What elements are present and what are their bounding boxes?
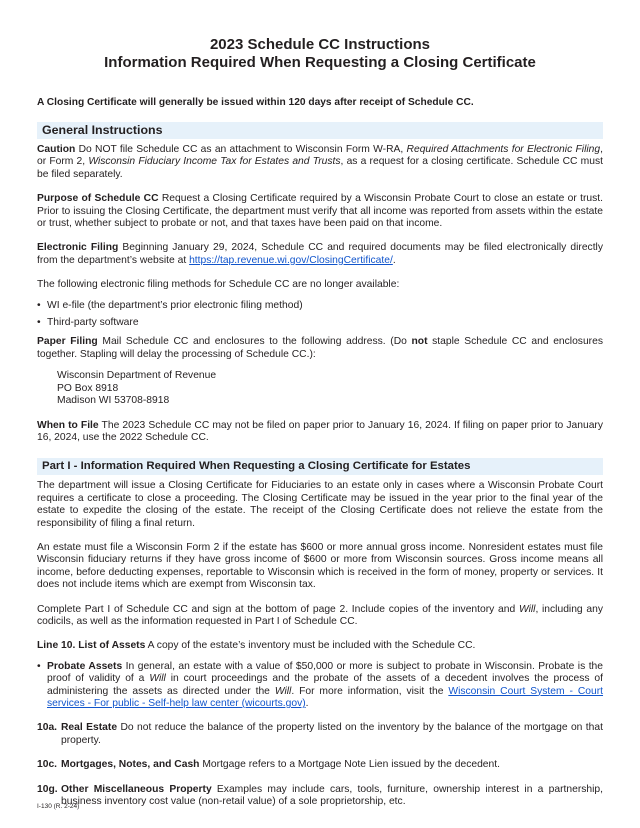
methods-intro: The following electronic filing methods for Schedule CC are no longer available: <box>37 279 400 291</box>
item-label: Real Estate <box>61 722 118 734</box>
form-footer: I-130 (R. 2-24) <box>37 803 80 810</box>
item-label: Mortgages, Notes, and Cash <box>61 759 200 771</box>
when-to-file-label: When to File <box>37 419 99 431</box>
item-number: 10a. <box>37 722 58 734</box>
list-item: • Third-party software <box>37 317 603 329</box>
address-line: Madison WI 53708-8918 <box>57 395 170 407</box>
probate-list <box>37 661 603 711</box>
item-label: Other Miscellaneous Property <box>61 783 212 795</box>
purpose-label: Purpose of Schedule CC <box>37 193 159 205</box>
paper-filing-not: not <box>411 336 428 348</box>
electronic-filing-label: Electronic Filing <box>37 242 119 254</box>
paper-filing-label: Paper Filing <box>37 336 98 348</box>
part1-paragraph-1: The department will issue a Closing Certificate for Fiduciaries to an estate only in cases where a Wisconsin Probate Court requires a certificate to close a proceeding. The Closing Certificate may be issued in the year prior to the final year of the estate to expedite the closing of the estate. The receipt of the Closing Certificate does not relieve the estate from the responsibility of filing a final return. <box>37 480 603 529</box>
title-line-2: Information Required When Requesting a Closing Certificate <box>104 54 536 71</box>
item-number: 10g. <box>37 783 58 795</box>
item-text <box>61 784 603 809</box>
electronic-filing-paragraph <box>37 242 603 267</box>
probate-end: . <box>305 698 309 709</box>
electronic-filing-end: . <box>392 254 396 266</box>
caution-form-wra: Required Attachments for Electronic Filing <box>406 144 601 155</box>
wicourts-link[interactable]: Wisconsin Court System - Court services - For public - Self-help law center (wicourts.gov) <box>47 685 604 709</box>
paper-filing-text-2: staple Schedule CC and enclosures together. Stapling will delay the processing of Schedule CC.): <box>37 336 603 360</box>
when-to-file-paragraph <box>37 420 603 445</box>
item-body: Examples may include cars, tools, furniture, ownership interest in a partnership, business inventory cost value (non-retail value) of a sole proprietorship, etc. <box>61 783 604 808</box>
line10-text: A copy of the estate’s inventory must be included with the Schedule CC. <box>145 640 476 652</box>
line10-label: Line 10. List of Assets <box>37 640 146 652</box>
mailing-address <box>57 370 603 407</box>
item-10a <box>37 722 603 747</box>
caution-text-1: Do NOT file Schedule CC as an attachment to Wisconsin Form W-RA, <box>75 144 407 155</box>
caution-form-2: Wisconsin Fiduciary Income Tax for Estates and Trusts <box>88 156 341 168</box>
methods-list <box>37 300 603 330</box>
probate-will-2: Will <box>274 685 292 697</box>
probate-text-3: . For more information, visit the <box>291 685 449 697</box>
part1-paragraph-2: An estate must file a Wisconsin Form 2 if the estate has $600 or more annual gross income. Nonresident estates must file Wisconsin fiduciary returns if they have gross income of $600 or more from Wisconsin sources. Gross income means all income, before deducting expenses, reportable to Wisconsin which is received in the form of money, property or services. It does not include items which are exempt from Wisconsin tax. <box>37 541 603 591</box>
item-body: Mortgage refers to a Mortgage Note Lien issued by the decedent. <box>199 759 500 771</box>
address-line: Wisconsin Department of Revenue <box>57 370 217 382</box>
item-text <box>61 722 603 747</box>
closing-certificate-link[interactable]: https://tap.revenue.wi.gov/ClosingCertificate/ <box>189 254 393 266</box>
caution-paragraph <box>37 144 603 181</box>
address-line: PO Box 8918 <box>57 382 119 394</box>
probate-assets-item <box>37 661 603 711</box>
paper-filing-paragraph <box>37 336 603 361</box>
part1-p3-text-1: Complete Part I of Schedule CC and sign at the bottom of page 2. Include copies of the inventory and <box>37 603 519 615</box>
item-body: Do not reduce the balance of the property listed on the inventory by the balance of the mortgage on that property. <box>61 722 603 746</box>
caution-text-2: , or Form 2, <box>37 144 603 168</box>
general-instructions-heading: General Instructions <box>37 122 603 139</box>
item-text <box>61 759 603 771</box>
probate-will-1: Will <box>149 673 166 685</box>
title-line-1: 2023 Schedule CC Instructions <box>209 36 431 53</box>
probate-text-1: In general, an estate with a value of $50,000 or more is subject to probate in Wisconsin. Probate is the proof of validity of a <box>47 660 604 685</box>
caution-label: Caution <box>37 144 76 155</box>
item-number: 10c. <box>37 759 58 771</box>
purpose-text: Request a Closing Certificate required by a Wisconsin Probate Court to close an estate or trust. Prior to issuing the Closing Certificate, the department must verify that all income was reported from assets within the estate or trust, whether subject to probate or not, and that taxes have been paid on that income. <box>37 193 603 230</box>
part1-p3-text-2: , including any codicils, as well as the information requested in Part I of Schedule CC. <box>37 603 603 627</box>
probate-text-2: in court proceedings and the probate of the assets of a decedent involves the process of administering the assets as directed under the <box>47 673 603 697</box>
part1-paragraph-3 <box>37 604 603 629</box>
purpose-paragraph <box>37 193 603 230</box>
item-10g <box>37 784 603 809</box>
document-title <box>37 36 603 72</box>
when-to-file-text: The 2023 Schedule CC may not be filed on paper prior to January 16, 2024. If filing on paper prior to January 16, 2024, use the 2022 Schedule CC. <box>37 419 603 443</box>
paper-filing-text-1: Mail Schedule CC and enclosures to the following address. (Do <box>97 336 412 348</box>
caution-text-3: , as a request for a closing certificate. Schedule CC must be filed separately. <box>37 156 603 180</box>
line10-paragraph <box>37 640 603 652</box>
list-item: • WI e-file (the department’s prior electronic filing method) <box>37 300 603 312</box>
intro-statement: A Closing Certificate will generally be issued within 120 days after receipt of Schedule CC. <box>37 97 474 108</box>
item-10c <box>37 759 603 771</box>
electronic-filing-text: Beginning January 29, 2024, Schedule CC and required documents may be filed electronically directly from the department’s website at <box>37 242 603 266</box>
part1-p3-will: Will <box>518 603 536 615</box>
probate-assets-label: Probate Assets <box>47 660 123 672</box>
part1-heading: Part I - Information Required When Requesting a Closing Certificate for Estates <box>37 458 603 475</box>
